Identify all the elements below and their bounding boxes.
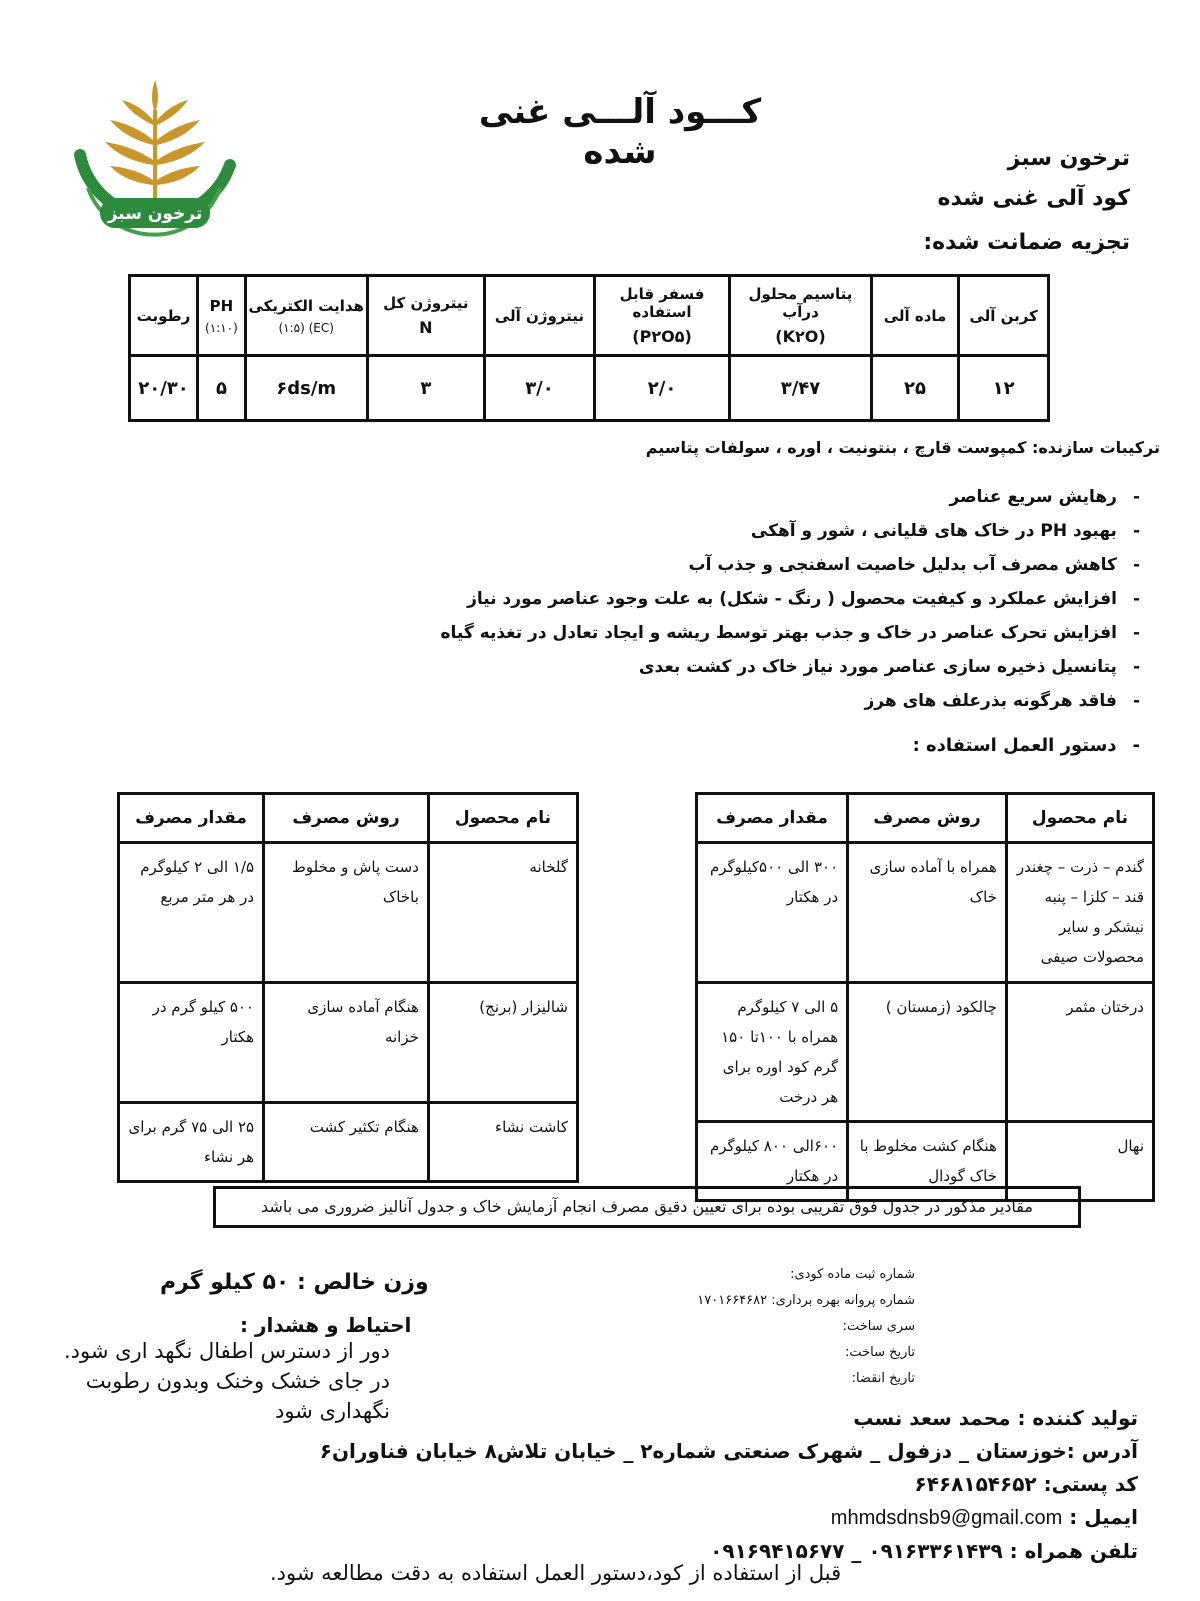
dose-cell: همراه با آماده سازی خاک <box>848 843 1007 983</box>
analysis-value-row <box>130 356 1049 421</box>
dose-cell: درختان مثمر <box>1006 983 1153 1122</box>
features-list <box>440 480 1140 718</box>
feature-item: - کاهش مصرف آب بدلیل خاصیت اسفنجی و جذب آب <box>440 548 1140 582</box>
dose-header-row <box>697 794 1154 843</box>
analysis-header: کربن آلی <box>959 276 1049 356</box>
page-title: کـــود آلـــی غنی شده <box>478 92 762 172</box>
analysis-table <box>128 274 1050 422</box>
analysis-value: ۱۲ <box>959 356 1049 421</box>
analysis-header: PH (۱:۱۰) <box>197 276 245 356</box>
dose-cell: هنگام تکثیر کشت <box>264 1103 429 1182</box>
dose-header: روش مصرف <box>264 794 429 843</box>
dose-table-left <box>117 792 579 1183</box>
dose-cell: هنگام کشت مخلوط با خاک گودال <box>848 1122 1007 1201</box>
analysis-value: ۲/۰ <box>594 356 730 421</box>
analysis-value: ۳/۰ <box>485 356 595 421</box>
footer-note: قبل از استفاده از کود،دستور العمل استفاده به دقت مطالعه شود. <box>270 1561 842 1585</box>
feature-item: - افزایش تحرک عناصر در خاک و جذب بهتر توسط ریشه و ایجاد تعادل در تغذیه گیاه <box>440 616 1140 650</box>
dose-cell: ۵۰۰ کیلو گرم در هکتار <box>119 983 264 1103</box>
registration-info <box>697 1262 915 1392</box>
dose-cell: گلخانه <box>428 843 577 983</box>
analysis-value: ۳/۴۷ <box>730 356 871 421</box>
usage-title: - دستور العمل استفاده : <box>913 735 1140 756</box>
phone: تلفن همراه : ۰۹۱۶۳۳۶۱۴۳۹ _ ۰۹۱۶۹۴۱۵۶۷۷ <box>710 1539 1138 1563</box>
dose-cell: هنگام آماده سازی خزانه <box>264 983 429 1103</box>
analysis-value: ۲۵ <box>871 356 959 421</box>
dose-header: نام محصول <box>1006 794 1153 843</box>
analysis-header: فسفر قابل استفاده (P۲O۵) <box>594 276 730 356</box>
dose-row <box>119 983 578 1103</box>
dose-header-row <box>119 794 578 843</box>
email-link[interactable]: mhmdsdnsb9@gmail.com <box>830 1507 1063 1529</box>
email-line <box>320 1501 1138 1535</box>
dose-row <box>119 843 578 983</box>
feature-item: - رهایش سریع عناصر <box>440 480 1140 514</box>
registration-line: سری ساخت: <box>842 1319 915 1334</box>
dose-cell: دست پاش و مخلوط باخاک <box>264 843 429 983</box>
dose-table-right <box>695 792 1155 1202</box>
feature-item: - فاقد هرگونه بذرعلف های هرز <box>440 684 1140 718</box>
feature-item: - افزایش عملکرد و کیفیت محصول ( رنگ - شکل) به علت وجود عناصر مورد نیاز <box>440 582 1140 616</box>
analysis-value: ۳ <box>367 356 485 421</box>
producer-info <box>320 1402 1138 1568</box>
dose-cell: ۶۰۰الی ۸۰۰ کیلوگرم در هکتار <box>697 1122 848 1201</box>
registration-line: شماره پروانه بهره برداری: ۱۷۰۱۶۶۴۶۸۲ <box>697 1293 915 1308</box>
dose-cell: نهال <box>1006 1122 1153 1201</box>
dose-cell: ۳۰۰ الی ۵۰۰کیلوگرم در هکتار <box>697 843 848 983</box>
analysis-value: ۶ds/m <box>245 356 367 421</box>
dose-cell: کاشت نشاء <box>428 1103 577 1182</box>
caution-text: دور از دسترس اطفال نگهد اری شود. در جای خشک وخنک وبدون رطوبت نگهداری شود <box>63 1339 390 1423</box>
dose-header: نام محصول <box>428 794 577 843</box>
dose-row <box>697 843 1154 983</box>
guaranteed-analysis-label: تجزیه ضمانت شده: <box>923 230 1130 255</box>
brand-logo <box>60 70 250 260</box>
net-weight: وزن خالص : ۵۰ کیلو گرم <box>160 1270 429 1295</box>
dose-cell: شالیزار (برنج) <box>428 983 577 1103</box>
registration-line: تاریخ ساخت: <box>844 1345 915 1360</box>
dose-header: روش مصرف <box>848 794 1007 843</box>
analysis-value: ۵ <box>197 356 245 421</box>
analysis-header: نیتروژن کل N <box>367 276 485 356</box>
analysis-header: رطوبت <box>130 276 198 356</box>
dose-cell: ۵ الی ۷ کیلوگرم همراه با ۱۰۰تا ۱۵۰ گرم کود اوره برای هر درخت <box>697 983 848 1122</box>
email-label: ایمیل : <box>1069 1505 1138 1529</box>
logo-text: ترخون سبز <box>107 204 203 224</box>
dose-cell: چالکود (زمستان ) <box>848 983 1007 1122</box>
producer-name: تولید کننده : محمد سعد نسب <box>853 1406 1138 1430</box>
analysis-header: پتاسیم محلول درآب (K۲O) <box>730 276 871 356</box>
analysis-header: ماده آلی <box>871 276 959 356</box>
dose-header: مقدار مصرف <box>119 794 264 843</box>
dose-cell: ۱/۵ الی ۲ کیلوگرم در هر متر مربع <box>119 843 264 983</box>
analysis-header: نیتروژن آلی <box>485 276 595 356</box>
caution-title: احتیاط و هشدار : <box>240 1313 412 1337</box>
analysis-value: ۲۰/۳۰ <box>130 356 198 421</box>
dose-cell: گندم – ذرت – چغندر قند – کلزا – پنبه نیشکر و سایر محصولات صیفی <box>1006 843 1153 983</box>
ingredients: ترکیبات سازنده: کمپوست قارچ ، بنتونیت ، اوره ، سولفات پتاسیم <box>645 438 1160 457</box>
address: آدرس :خوزستان _ دزفول _ شهرک صنعتی شماره۲ _ خیابان تلاش۸ خیابان فناوران۶ <box>319 1439 1138 1463</box>
product-name: کود آلی غنی شده <box>937 186 1130 211</box>
feature-item: - پتانسیل ذخیره سازی عناصر مورد نیاز خاک در کشت بعدی <box>440 650 1140 684</box>
registration-line: شماره ثبت ماده کودی: <box>790 1267 915 1282</box>
postal-code: کد پستی: ۶۴۶۸۱۵۴۶۵۲ <box>914 1472 1138 1496</box>
registration-line: تاریخ انقضا: <box>851 1371 915 1386</box>
analysis-header: هدایت الکتریکی (EC) (۱:۵) <box>245 276 367 356</box>
dose-cell: ۲۵ الی ۷۵ گرم برای هر نشاء <box>119 1103 264 1182</box>
dosage-note: مقادیر مذکور در جدول فوق تقریبی بوده برای تعیین دقیق مصرف انجام آزمایش خاک و جدول آنالیز ضروری می باشد <box>213 1186 1081 1228</box>
feature-item: - بهبود PH در خاک های قلیانی ، شور و آهکی <box>440 514 1140 548</box>
dose-header: مقدار مصرف <box>697 794 848 843</box>
analysis-header-row <box>130 276 1049 356</box>
company-name: ترخون سبز <box>1007 146 1130 171</box>
wheat-logo-icon <box>60 70 250 260</box>
dose-row <box>697 983 1154 1122</box>
dose-row <box>119 1103 578 1182</box>
